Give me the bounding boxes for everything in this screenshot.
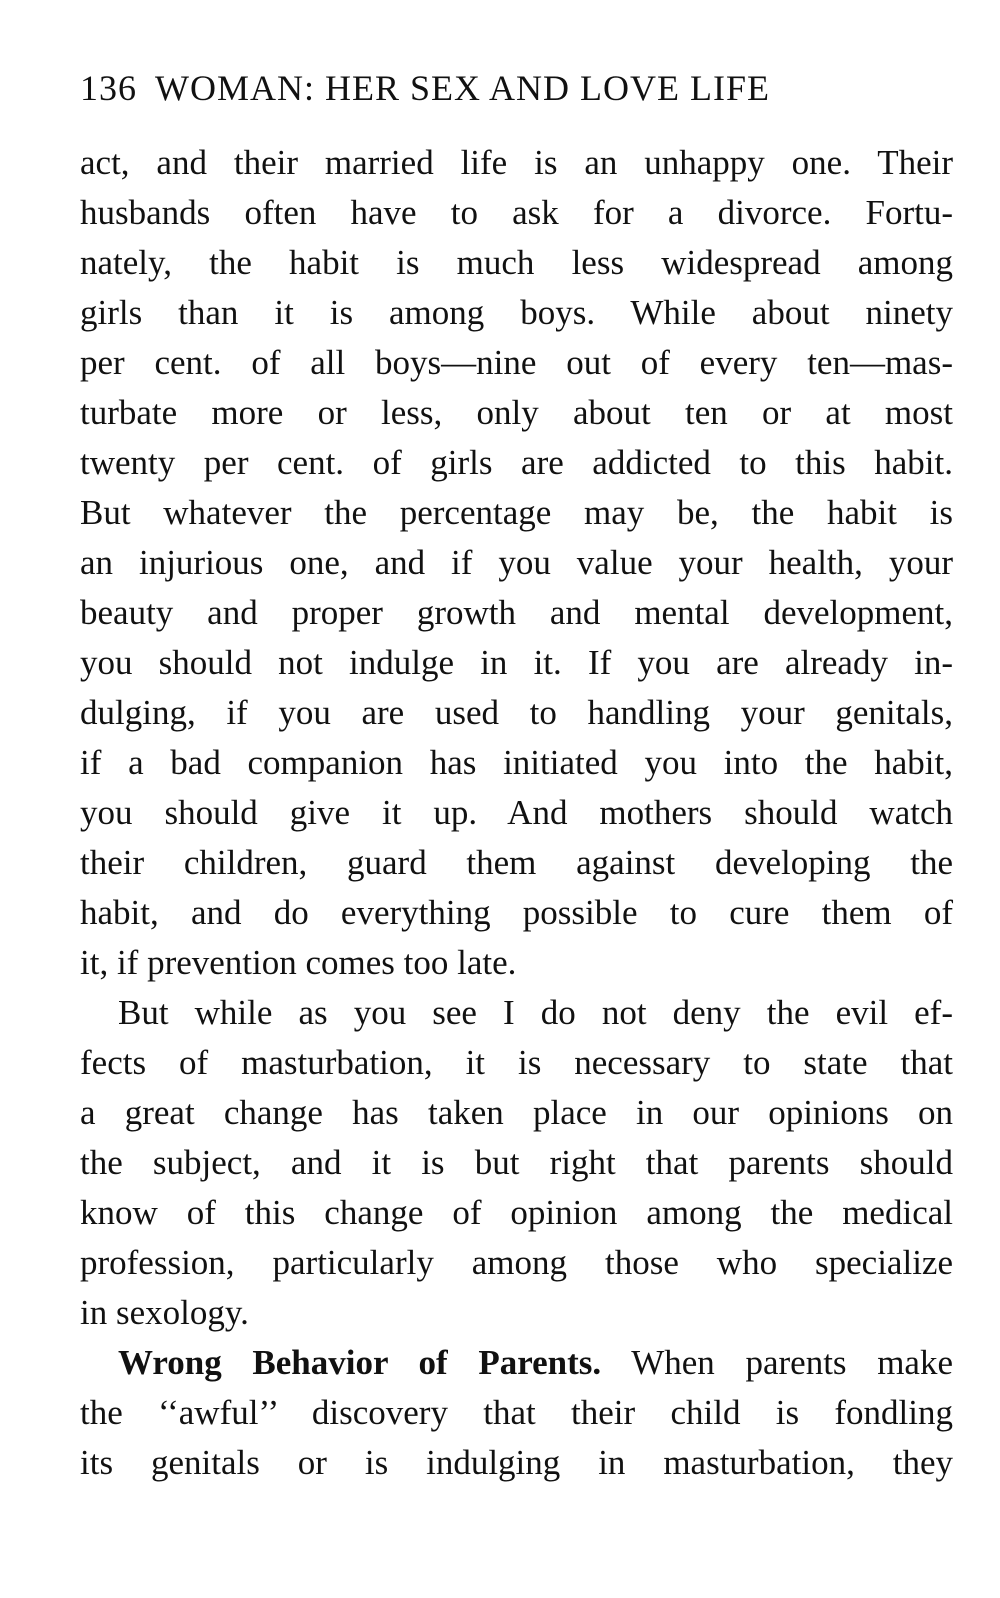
text-line: beauty and proper growth and mental development,	[80, 593, 953, 632]
paragraph	[80, 1338, 953, 1488]
text-run: When parents make	[601, 1343, 953, 1382]
text-line: girls than it is among boys. While about ninety	[80, 293, 953, 332]
text-line: if a bad companion has initiated you into the habit,	[80, 743, 953, 782]
body-text	[80, 138, 953, 1488]
text-line: in sexology.	[80, 1293, 249, 1332]
text-line: But while as you see I do not deny the evil ef-	[118, 993, 953, 1032]
text-line: twenty per cent. of girls are addicted to this habit.	[80, 443, 953, 482]
text-line: its genitals or is indulging in masturbation, they	[80, 1443, 953, 1482]
page-number: 136	[80, 68, 137, 108]
text-line: nately, the habit is much less widespread among	[80, 243, 953, 282]
text-line: turbate more or less, only about ten or at most	[80, 393, 953, 432]
text-line: an injurious one, and if you value your health, your	[80, 543, 953, 582]
text-line: act, and their married life is an unhappy one. Their	[80, 143, 953, 182]
text-line	[80, 1338, 953, 1388]
text-line: dulging, if you are used to handling your genitals,	[80, 693, 953, 732]
text-line: the ‘‘awful’’ discovery that their child is fondling	[80, 1393, 953, 1432]
text-line: their children, guard them against developing the	[80, 843, 953, 882]
text-line: know of this change of opinion among the medical	[80, 1193, 953, 1232]
book-page	[80, 62, 953, 1488]
section-heading: Wrong Behavior of Parents.	[118, 1343, 602, 1382]
running-title: WOMAN: HER SEX AND LOVE LIFE	[155, 68, 770, 108]
paragraph	[80, 988, 953, 1338]
text-line: fects of masturbation, it is necessary to state that	[80, 1043, 953, 1082]
text-line: profession, particularly among those who specialize	[80, 1243, 953, 1282]
running-head	[80, 62, 953, 114]
text-line: you should give it up. And mothers should watch	[80, 793, 953, 832]
text-line: habit, and do everything possible to cure them of	[80, 893, 953, 932]
text-line: But whatever the percentage may be, the habit is	[80, 493, 953, 532]
text-line: husbands often have to ask for a divorce. Fortu-	[80, 193, 953, 232]
text-line: it, if prevention comes too late.	[80, 943, 517, 982]
text-line: per cent. of all boys—nine out of every ten—mas-	[80, 343, 953, 382]
text-line: you should not indulge in it. If you are already in-	[80, 643, 953, 682]
text-line: a great change has taken place in our opinions on	[80, 1093, 953, 1132]
text-line: the subject, and it is but right that parents should	[80, 1143, 953, 1182]
paragraph	[80, 138, 953, 988]
